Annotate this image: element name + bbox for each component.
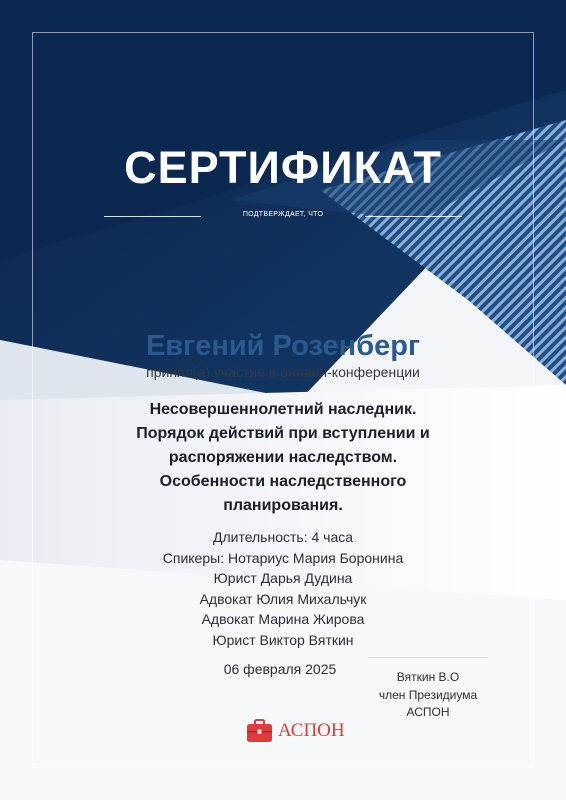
- recipient-name: Евгений Розенберг: [145, 330, 421, 362]
- speaker-line: Адвокат Марина Жирова: [201, 611, 365, 627]
- signer-name: Вяткин В.О: [396, 670, 460, 684]
- topic-line: Порядок действий при вступлении и: [136, 425, 430, 442]
- duration-line: Длительность: 4 часа: [212, 529, 354, 545]
- topic-line: распоряжении наследством.: [168, 449, 398, 466]
- speaker-line: Юрист Дарья Дудина: [213, 570, 353, 586]
- conference-topic: [100, 398, 466, 518]
- signer-position: член Президиума: [378, 687, 478, 702]
- speaker-line: Адвокат Юлия Михальчук: [199, 590, 367, 607]
- topic-line: Особенности наследственного: [159, 473, 407, 490]
- logo-text: АСПОН: [278, 720, 345, 741]
- signer-organization: АСПОН: [406, 705, 450, 719]
- speakers-line: Спикеры: Нотариус Мария Боронина: [162, 549, 404, 566]
- briefcase-icon: [246, 718, 273, 744]
- signature-line: [368, 657, 488, 658]
- aspon-logo: [246, 717, 345, 745]
- participation-text: принял(а) участие в онлайн-конференции: [146, 364, 420, 380]
- signer-block: [368, 669, 488, 722]
- conference-details: [0, 527, 566, 650]
- topic-line: планирования.: [223, 497, 343, 514]
- topic-line: Несовершеннолетний наследник.: [149, 401, 417, 418]
- speaker-line: Юрист Виктор Вяткин: [212, 631, 354, 648]
- issue-date: 06 февраля 2025: [223, 661, 337, 677]
- confirms-label: ПОДТВЕРЖДАЕТ, ЧТО: [242, 211, 324, 218]
- certificate-title: СЕРТИФИКАТ: [124, 142, 442, 193]
